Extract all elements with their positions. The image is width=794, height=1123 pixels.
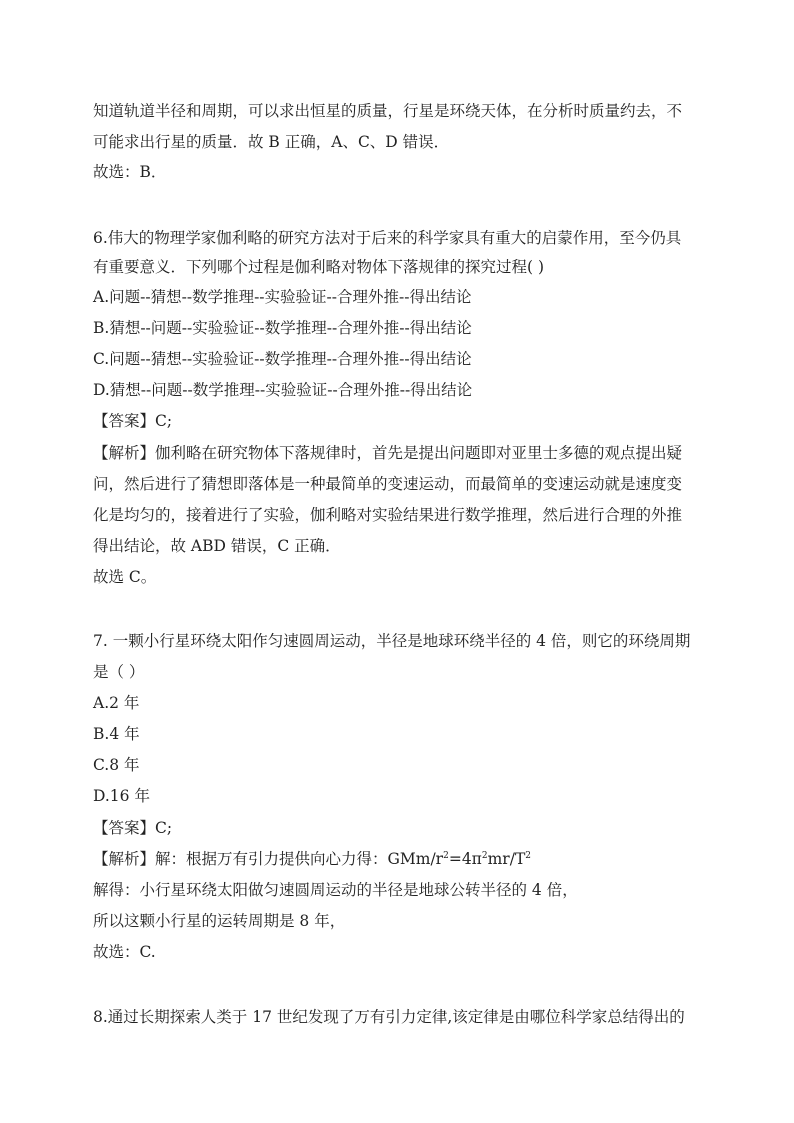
q7-analysis-prefix: 【解析】解：根据万有引力提供向心力得：GMm/r: [93, 850, 444, 868]
q7-option-a: A.2 年: [93, 694, 140, 712]
prev-choice-line: 故选：B．: [93, 163, 167, 181]
q7-answer: 【答案】C;: [93, 819, 173, 837]
q6-option-a: A.问题--猜想--数学推理--实验验证--合理外推--得出结论: [93, 288, 472, 306]
q7-stem-line-1: 7. 一颗小行星环绕太阳作匀速圆周运动，半径是地球环绕半径的 4 倍，则它的环绕周期: [93, 632, 691, 650]
q7-formula-mid: =4π: [448, 850, 482, 868]
q6-answer: 【答案】C;: [93, 412, 173, 430]
prev-analysis-line-2: 可能求出行星的质量．故 B 正确，A、C、D 错误．: [93, 133, 450, 151]
q7-formula-sup-2: 2: [481, 850, 488, 861]
q7-formula-mid2: mr/T: [487, 850, 526, 868]
q6-option-d: D.猜想--问题--数学推理--实验验证--合理外推--得出结论: [93, 381, 473, 399]
q7-option-d: D.16 年: [93, 787, 150, 805]
q6-stem-line-1: 6.伟大的物理学家伽利略的研究方法对于后来的科学家具有重大的启蒙作用，至今仍具: [93, 229, 682, 247]
q6-analysis-line-1: 【解析】伽利略在研究物体下落规律时，首先是提出问题即对亚里士多德的观点提出疑: [93, 444, 683, 462]
q7-analysis-line-2: 解得：小行星环绕太阳做匀速圆周运动的半径是地球公转半径的 4 倍，: [93, 881, 578, 899]
q7-analysis-formula-line: [93, 848, 531, 870]
q6-analysis-line-2: 问，然后进行了猜想即落体是一种最简单的变速运动，而最简单的变速运动就是速度变: [93, 475, 683, 493]
q7-option-c: C.8 年: [93, 756, 140, 774]
q7-analysis-line-3: 所以这颗小行星的运转周期是 8 年，: [93, 912, 346, 930]
q8-stem-line-1: 8.通过长期探索人类于 17 世纪发现了万有引力定律,该定律是由哪位科学家总结得出的: [93, 1008, 685, 1026]
q7-formula-sup-3: 2: [525, 850, 532, 861]
q6-stem-line-2: 有重要意义．下列哪个过程是伽利略对物体下落规律的探究过程( ): [93, 258, 545, 276]
q6-analysis-line-3: 化是均匀的，接着进行了实验，伽利略对实验结果进行数学推理，然后进行合理的外推: [93, 506, 683, 524]
q7-formula-sup-1: 2: [443, 850, 449, 861]
q6-option-b: B.猜想--问题--实验验证--数学推理--合理外推--得出结论: [93, 319, 472, 337]
q6-option-c: C.问题--猜想--实验验证--数学推理--合理外推--得出结论: [93, 350, 472, 368]
q6-analysis-line-4: 得出结论，故 ABD 错误，C 正确．: [93, 537, 341, 555]
q6-choice-line: 故选 C。: [93, 568, 157, 586]
q7-stem-line-2: 是（ ）: [93, 663, 145, 681]
q7-choice-line: 故选：C.: [93, 943, 156, 961]
prev-analysis-line-1: 知道轨道半径和周期，可以求出恒星的质量，行星是环绕天体，在分析时质量约去，不: [93, 102, 683, 120]
q7-option-b: B.4 年: [93, 725, 140, 743]
